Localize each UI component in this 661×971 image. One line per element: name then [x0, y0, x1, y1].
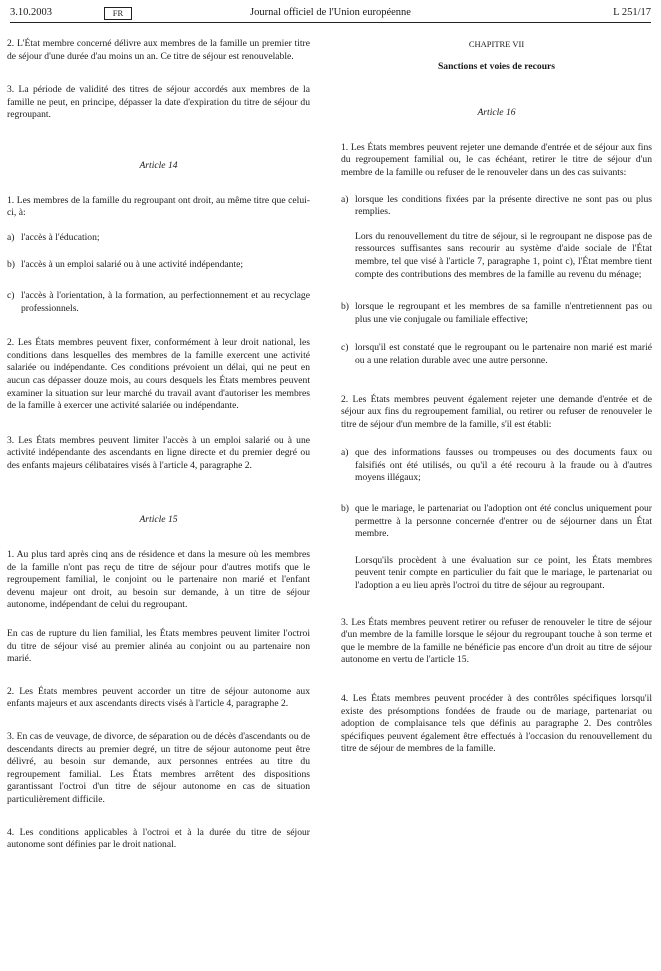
list-item: [7, 232, 310, 245]
item-label: b): [7, 259, 15, 271]
item-text: l'accès à l'orientation, à la formation, au perfectionnement et au recyclage professionnels.: [21, 289, 310, 314]
journal-title: Journal officiel de l'Union européenne: [250, 7, 411, 18]
paragraph: 1. Les États membres peuvent rejeter une demande d'entrée et de séjour aux fins du regroupement familial ou, le cas échéant, retirer le titre de séjour d'un membre de la famille ou refuser de le renouveler dans un des cas suivants:: [341, 141, 652, 178]
paragraph: 2. L'État membre concerné délivre aux membres de la famille un premier titre de séjour d'une durée d'au moins un an. Ce titre de séjour est renouvelable.: [7, 38, 310, 62]
item-label: a): [341, 447, 349, 459]
paragraph: 2. Les États membres peuvent fixer, conformément à leur droit national, les conditions dans lesquelles des membres de la famille exercent une activité salariée ou indépendante. Ces conditions prévoient un délai, qui ne peut en aucun cas dépasser douze mois, au cours desquels les États membres peuvent examiner la situation sur leur marché du travail avant d'autoriser les membres de la famille à exercer une activité salariée ou indépendante.: [7, 337, 310, 412]
item-text: lorsque le regroupant et les membres de sa famille n'entretiennent pas ou plus une vie conjugale ou familiale effective;: [355, 301, 652, 325]
page-number: L 251/17: [613, 7, 651, 18]
item-label: a): [7, 231, 15, 243]
article-15-title: Article 15: [139, 514, 178, 526]
paragraph: 4. Les conditions applicables à l'octroi et à la durée du titre de séjour autonome sont définies par le droit national.: [7, 826, 310, 851]
article-14-title: Article 14: [139, 159, 178, 171]
item-text: lorsqu'il est constaté que le regroupant ou le partenaire non marié est marié ou a une relation durable avec une autre personne.: [355, 342, 652, 366]
language-box: FR: [104, 7, 132, 20]
item-label: c): [341, 342, 349, 354]
list-item: [341, 301, 652, 326]
chapter-label: CHAPITRE VII: [468, 39, 525, 49]
item-label: a): [341, 193, 349, 205]
item-label: b): [341, 301, 349, 313]
right-column: [341, 38, 652, 777]
paragraph: 3. La période de validité des titres de séjour accordés aux membres de la famille ne peut, en principe, dépasser la date d'expiration du titre de séjour du regroupant.: [7, 84, 310, 121]
item-label: c): [7, 289, 15, 301]
paragraph: 4. Les États membres peuvent procéder à des contrôles spécifiques lorsqu'il existe des présomptions fondées de fraude ou de mariage, partenariat ou adoption de complaisance tels que définis au paragraphe 2. Des contrôles spécifiques peuvent également être effectués à l'occasion du renouvellement du titre de séjour de membres de la famille.: [341, 693, 652, 755]
chapter-title: Sanctions et voies de recours: [437, 60, 556, 72]
paragraph: 3. Les États membres peuvent retirer ou refuser de renouveler le titre de séjour d'un membre de la famille lorsque le séjour du regroupant touche à son terme et que le membre de la famille ne bénéficie pas encore d'un droit au titre de séjour autonome en vertu de l'article 15.: [341, 616, 652, 666]
item-label: b): [341, 503, 349, 515]
item-text: lorsque les conditions fixées par la présente directive ne sont pas ou plus remplies.: [355, 193, 652, 218]
item-text: que le mariage, le partenariat ou l'adoption ont été conclus uniquement pour permettre à la personne concernée d'entrer ou de séjourner dans un État membre.: [355, 503, 652, 540]
paragraph: 2. Les États membres peuvent accorder un titre de séjour autonome aux enfants majeurs et aux ascendants directs visés à l'article 4, paragraphe 2.: [7, 685, 310, 710]
list-item: [341, 447, 652, 485]
list-item: [7, 259, 310, 272]
list-item: [341, 503, 652, 541]
list-item: [7, 290, 310, 315]
article-16-title: Article 16: [477, 107, 516, 119]
paragraph: 3. Les États membres peuvent limiter l'accès à un emploi salarié ou à une activité indépendante des ascendants en ligne directe et du premier degré ou des enfants majeurs célibataires visés à l'article 4, paragraphe 2.: [7, 434, 310, 471]
paragraph: 3. En cas de veuvage, de divorce, de séparation ou de décès d'ascendants ou de descendants directs au premier degré, un titre de séjour autonome peut être délivré, au besoin sur demande, aux personnes entrées au titre du regroupement familial. Les États membres arrêtent des dispositions garantissant l'octroi d'un titre de séjour autonome en cas de situation particulièrement difficile.: [7, 731, 310, 805]
paragraph: 1. Les membres de la famille du regroupant ont droit, au même titre que celui-ci, à:: [7, 194, 310, 219]
header-date: 3.10.2003: [10, 7, 52, 18]
item-text: l'accès à un emploi salarié ou à une activité indépendante;: [21, 259, 244, 271]
paragraph: En cas de rupture du lien familial, les États membres peuvent limiter l'octroi du titre de séjour visé au premier alinéa au conjoint ou au partenaire non marié.: [7, 628, 310, 665]
left-column: [7, 38, 310, 873]
item-text: que des informations fausses ou trompeuses ou des documents faux ou falsifiés ont été utilisés, ou qu'il a été recouru à la fraude ou à d'autres moyens illégaux;: [355, 447, 652, 484]
list-item: [341, 194, 652, 219]
paragraph: 1. Au plus tard après cinq ans de résidence et dans la mesure où les membres de la famille n'ont pas reçu de titre de séjour pour d'autres motifs que le regroupement familial, le conjoint ou le partenaire non marié et l'enfant devenu majeur ont droit, au besoin sur demande, à un titre de séjour autonome, indépendant de celui du regroupant.: [7, 549, 310, 611]
list-item: [341, 342, 652, 367]
paragraph: 2. Les États membres peuvent également rejeter une demande d'entrée et de séjour aux fins du regroupement familial, ou retirer ou refuser de renouveler le titre de séjour d'un membre de la famille, s'il est établi:: [341, 393, 652, 430]
sub-paragraph: Lors du renouvellement du titre de séjour, si le regroupant ne dispose pas de ressources suffisantes sans recourir au système d'aide sociale de l'État membre, tel que visé à l'article 7, paragraphe 1, point c), l'État membre tient compte des contributions des membres de la famille au revenu du ménage;: [355, 230, 652, 280]
sub-paragraph: Lorsqu'ils procèdent à une évaluation sur ce point, les États membres peuvent tenir compte en particulier du fait que le mariage, le partenariat ou l'adoption a eu lieu après l'octroi du titre de séjour au regroupant.: [355, 554, 652, 592]
page-header: [10, 6, 651, 23]
item-text: l'accès à l'éducation;: [21, 231, 100, 243]
